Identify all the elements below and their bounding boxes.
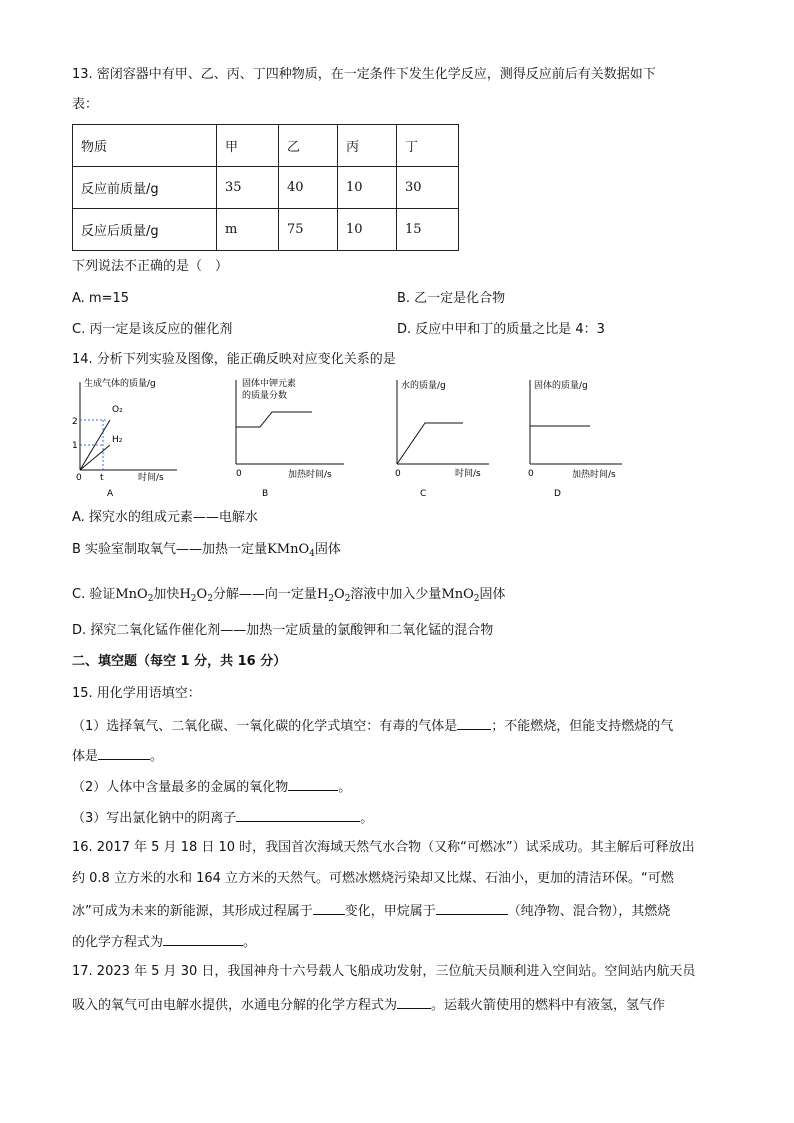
h2o2-subscript: 2 — [328, 594, 335, 604]
graph-a-tag: A — [107, 489, 114, 499]
graph-b-origin: 0 — [236, 469, 242, 479]
graph-a-origin: 0 — [76, 473, 82, 483]
q14-option-c-mid: 分解——向一定量 — [212, 587, 317, 602]
graph-d-ylabel: 固体的质量/g — [534, 381, 588, 391]
q15-part1-text: 体是 — [72, 749, 99, 764]
q15-part2-text: 。 — [338, 780, 352, 795]
graph-c-tag: C — [420, 489, 427, 499]
graph-a-svg — [72, 376, 182, 501]
q14-option-b — [72, 541, 341, 563]
table-cell: 30 — [397, 167, 459, 209]
graph-b-curve — [236, 412, 312, 427]
mno2-subscript: 2 — [147, 594, 154, 604]
q16-line3 — [72, 901, 670, 921]
q16-line4 — [72, 932, 256, 952]
q13-option-c: C. 丙一定是该反应的催化剂 — [72, 322, 233, 337]
mno2-formula: MnO — [441, 587, 474, 602]
q15-part2 — [72, 777, 351, 797]
table-cell: 反应前质量/g — [73, 167, 217, 209]
graph-c-curve — [397, 423, 463, 464]
graph-a — [72, 376, 182, 505]
q17-text: 吸入的氧气可由电解水提供，水通电分解的化学方程式为 — [72, 998, 398, 1013]
graph-a-xlabel: 时间/s — [138, 473, 164, 483]
q16-text: 变化，甲烷属于 — [344, 904, 436, 919]
q17-text: 。运载火箭使用的燃料中有液氢，氢气作 — [431, 998, 666, 1013]
q15-part1-text: ；不能燃烧，但能支持燃烧的气 — [491, 719, 674, 734]
table-cell: 丁 — [397, 125, 459, 167]
h2o2-formula: H — [179, 587, 191, 602]
graph-d-svg — [526, 376, 626, 501]
mno2-subscript: 2 — [473, 594, 480, 604]
q15-part1-text: （1）选择氧气、二氧化碳、一氧化碳的化学式填空：有毒的气体是 — [72, 719, 458, 734]
graph-c-xlabel: 时间/s — [455, 469, 481, 479]
q14-option-a: A. 探究水的组成元素——电解水 — [72, 510, 258, 525]
table-cell: m — [217, 209, 279, 251]
h2o2-formula: H — [316, 587, 329, 602]
table-cell: 40 — [279, 167, 338, 209]
q15-part1-text: 。 — [150, 749, 164, 764]
table-cell: 乙 — [279, 125, 338, 167]
q14-option-b-text: B 实验室制取氧气——加热一定量 — [72, 542, 268, 557]
graph-b-tag: B — [262, 489, 269, 499]
q13-option-d: D. 反应中甲和丁的质量之比是 4：3 — [397, 322, 605, 337]
answer-blank[interactable] — [313, 901, 345, 915]
graph-b-svg — [232, 376, 347, 501]
q17-line2 — [72, 995, 665, 1015]
answer-blank[interactable] — [163, 932, 243, 946]
q14-option-c-tail: 固体 — [479, 587, 506, 602]
table-row — [73, 209, 459, 251]
answer-blank[interactable] — [98, 746, 150, 760]
table-cell: 10 — [338, 209, 397, 251]
graph-d-xlabel: 加热时间/s — [572, 470, 616, 480]
q14-option-d: D. 探究二氧化锰作催化剂——加热一定质量的氯酸钾和二氧化锰的混合物 — [72, 623, 494, 638]
answer-blank[interactable] — [397, 995, 431, 1009]
table-row — [73, 125, 459, 167]
graph-a-tick-t: t — [100, 473, 104, 483]
graph-b-ylabel-1: 固体中钾元素 — [242, 379, 297, 389]
section-heading: 二、填空题（每空 1 分，共 16 分） — [72, 654, 287, 669]
graph-b-xlabel: 加热时间/s — [288, 470, 332, 480]
q14-option-b-tail: 固体 — [314, 542, 341, 557]
q17-line1: 17. 2023 年 5 月 30 日，我国神舟十六号载人飞船成功发射，三位航天员顺利进入空间站。空间站内航天员 — [72, 964, 696, 979]
q15-part2-text: （2）人体中含量最多的金属的氧化物 — [72, 780, 289, 795]
q14-option-c-mid: 加快 — [153, 587, 180, 602]
graph-b-ylabel-2: 的质量分数 — [242, 391, 288, 401]
table-cell: 反应后质量/g — [73, 209, 217, 251]
q16-line1: 16. 2017 年 5 月 18 日 10 时，我国首次海域天然气水合物（又称“可燃冰”）试采成功。其主解后可释放出 — [72, 840, 695, 855]
q15-part3-text: 。 — [360, 811, 374, 826]
q13-stem-cont: 表： — [72, 97, 99, 112]
graph-c-ylabel: 水的质量/g — [401, 381, 446, 391]
answer-blank[interactable] — [236, 808, 360, 822]
q14-stem: 14. 分析下列实验及图像，能正确反映对应变化关系的是 — [72, 352, 396, 367]
q13-stem: 13. 密闭容器中有甲、乙、丙、丁四种物质，在一定条件下发生化学反应，测得反应前后有关数据如下 — [72, 67, 656, 82]
h2o2-subscript: 2 — [344, 594, 351, 604]
graph-b — [232, 376, 347, 505]
graph-d-tag: D — [554, 489, 561, 499]
table-cell: 丙 — [338, 125, 397, 167]
q13-question: 下列说法不正确的是（ ） — [72, 259, 229, 274]
q16-text: 冰”可成为未来的新能源，其形成过程属于 — [72, 904, 313, 919]
q16-text: 的化学方程式为 — [72, 935, 164, 950]
q13-option-a: A. m=15 — [72, 291, 130, 306]
graph-c-origin: 0 — [395, 469, 401, 479]
q15-part3 — [72, 808, 373, 828]
graph-a-o2-label: O₂ — [112, 405, 123, 415]
answer-blank[interactable] — [436, 901, 508, 915]
graph-d-origin: 0 — [528, 469, 534, 479]
q16-text: 。 — [243, 935, 257, 950]
graph-a-tick-2: 2 — [72, 417, 78, 427]
graph-c-svg — [393, 376, 493, 501]
q14-option-c — [72, 586, 506, 608]
h2o2-formula-o: O — [334, 587, 345, 602]
table-row — [73, 167, 459, 209]
table-cell: 35 — [217, 167, 279, 209]
q16-text: （纯净物、混合物），其燃烧 — [507, 904, 671, 919]
answer-blank[interactable] — [457, 716, 491, 730]
q16-line2: 约 0.8 立方米的水和 164 立方米的天然气。可燃冰燃烧污染却又比煤、石油小，更加的清洁环保。“可燃 — [72, 871, 674, 886]
q13-data-table — [72, 124, 459, 251]
q15-stem: 15. 用化学用语填空： — [72, 686, 201, 701]
kmno4-subscript: 4 — [309, 549, 315, 559]
q14-option-c-mid: 溶液中加入少量 — [350, 587, 442, 602]
h2o2-subscript: 2 — [207, 594, 213, 604]
q15-part1 — [72, 716, 673, 736]
h2o2-formula-o: O — [196, 587, 208, 602]
table-cell: 75 — [279, 209, 338, 251]
q13-option-b: B. 乙一定是化合物 — [397, 291, 506, 306]
table-cell: 甲 — [217, 125, 279, 167]
answer-blank[interactable] — [288, 777, 338, 791]
table-cell: 15 — [397, 209, 459, 251]
q15-part3-text: （3）写出氯化钠中的阴离子 — [72, 811, 237, 826]
h2o2-subscript: 2 — [190, 594, 197, 604]
kmno4-formula: KMnO — [267, 542, 310, 557]
graph-a-ylabel: 生成气体的质量/g — [84, 379, 156, 389]
table-cell: 10 — [338, 167, 397, 209]
graph-c — [393, 376, 493, 505]
table-cell: 物质 — [73, 125, 217, 167]
graph-d — [526, 376, 626, 505]
graph-a-h2-label: H₂ — [112, 435, 123, 445]
graph-a-h2-line — [80, 445, 110, 470]
q14-option-c-text: C. 验证 — [72, 587, 116, 602]
graph-a-tick-1: 1 — [72, 441, 78, 451]
mno2-formula: MnO — [115, 587, 148, 602]
q15-part1-cont — [72, 746, 163, 766]
